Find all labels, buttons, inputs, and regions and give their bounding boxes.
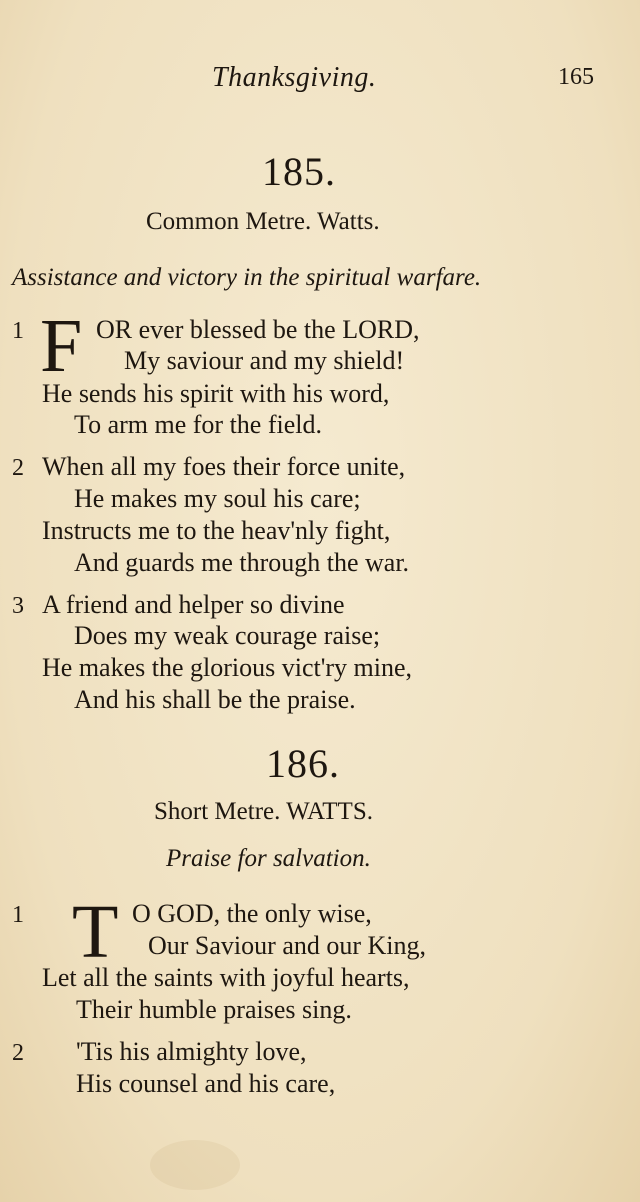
verse-line: O GOD, the only wise, (132, 899, 372, 928)
drop-cap: F (40, 304, 83, 388)
paper-stain (150, 1140, 240, 1190)
verse-line: OR ever blessed be the LORD, (96, 315, 420, 344)
verse-line: 'Tis his almighty love, (76, 1037, 307, 1066)
page-number: 165 (558, 64, 594, 90)
verse-line: My saviour and my shield! (124, 346, 405, 375)
verse-line: To arm me for the field. (74, 410, 322, 439)
verse-number: 2 (12, 455, 24, 481)
verse-line: Let all the saints with joyful hearts, (42, 963, 410, 992)
verse-line: He sends his spirit with his word, (42, 379, 390, 408)
verse-line: Instructs me to the heav'nly fight, (42, 516, 391, 545)
verse-line: When all my foes their force unite, (42, 452, 406, 481)
hymn-number: 185. (262, 149, 336, 194)
running-title: Thanksgiving. (212, 62, 377, 93)
verse-number: 2 (12, 1040, 24, 1066)
hymn-subject: Assistance and victory in the spiritual warfare. (12, 264, 482, 291)
verse-number: 1 (12, 318, 24, 344)
verse-line: And his shall be the praise. (74, 685, 356, 714)
verse-line: His counsel and his care, (76, 1069, 336, 1098)
hymn-metre: Common Metre. Watts. (146, 208, 380, 235)
drop-cap: T (72, 890, 119, 974)
verse-line: He makes the glorious vict'ry mine, (42, 653, 413, 682)
verse-line: Does my weak courage raise; (74, 621, 381, 650)
verse-number: 1 (12, 902, 24, 928)
verse-line: And guards me through the war. (74, 548, 410, 577)
verse-line: A friend and helper so divine (42, 590, 345, 619)
verse-line: Their humble praises sing. (76, 995, 352, 1024)
verse-line: He makes my soul his care; (74, 484, 361, 513)
hymn-subject: Praise for salvation. (166, 845, 371, 872)
verse-number: 3 (12, 593, 24, 619)
hymn-number: 186. (266, 741, 340, 786)
hymn-metre: Short Metre. WATTS. (154, 798, 373, 825)
verse-line: Our Saviour and our King, (148, 931, 427, 960)
